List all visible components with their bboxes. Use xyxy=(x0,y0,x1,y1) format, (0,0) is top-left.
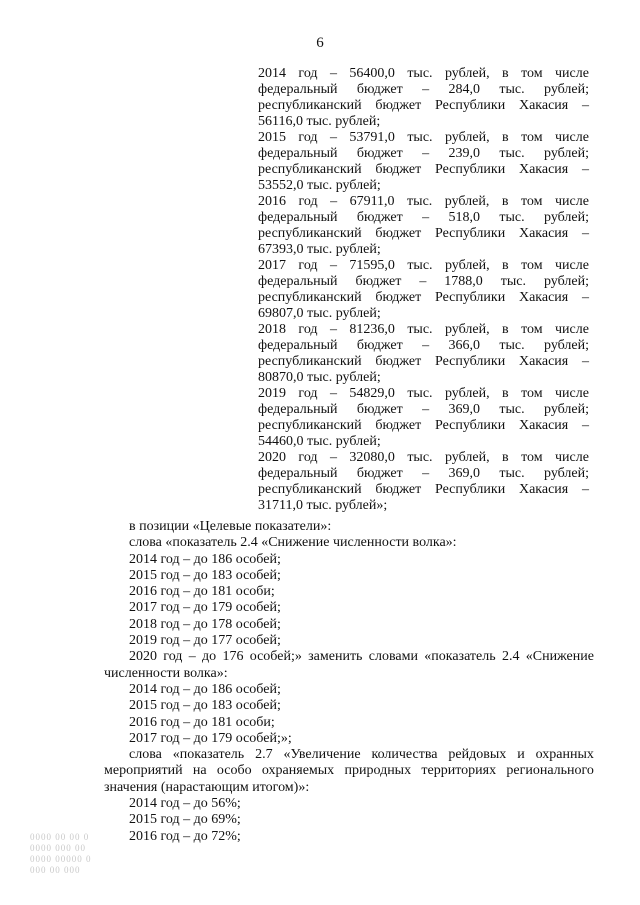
replace-line: численности волка»: xyxy=(104,665,228,681)
budget-line: 69807,0 тыс. рублей; xyxy=(258,306,381,321)
section-intro: в позиции «Целевые показатели»: xyxy=(129,519,332,534)
budget-line: республиканский бюджет Республики Хакасия – xyxy=(258,482,589,497)
budget-line: 54460,0 тыс. рублей; xyxy=(258,434,381,449)
old-2-4-item: 2017 год – до 179 особей; xyxy=(129,600,281,616)
budget-line: республиканский бюджет Республики Хакасия – xyxy=(258,418,589,433)
old-2-4-item: 2015 год – до 183 особей; xyxy=(129,567,281,583)
replace-line: 2020 год – до 176 особей;» заменить словами «показатель 2.4 «Снижение xyxy=(129,649,594,665)
budget-line: республиканский бюджет Республики Хакасия – xyxy=(258,226,589,241)
budget-line: республиканский бюджет Республики Хакасия – xyxy=(258,98,589,113)
item-2-7: 2014 год – до 56%; xyxy=(129,796,241,812)
budget-line: 53552,0 тыс. рублей; xyxy=(258,178,381,193)
new-2-4-item: 2014 год – до 186 особей; xyxy=(129,681,281,697)
budget-line: федеральный бюджет – 284,0 тыс. рублей; xyxy=(258,82,589,97)
budget-line: федеральный бюджет – 366,0 тыс. рублей; xyxy=(258,338,589,353)
stamp-line: 0000 00000 0 xyxy=(30,854,92,864)
budget-line: республиканский бюджет Республики Хакасия – xyxy=(258,290,589,305)
budget-line: 2015 год – 53791,0 тыс. рублей, в том числе xyxy=(258,130,589,145)
new-2-4-item: 2017 год – до 179 особей;»; xyxy=(129,730,292,746)
budget-line: 56116,0 тыс. рублей; xyxy=(258,114,381,129)
budget-line: 2018 год – 81236,0 тыс. рублей, в том числе xyxy=(258,322,589,337)
budget-line: федеральный бюджет – 369,0 тыс. рублей; xyxy=(258,402,589,417)
budget-line: 2019 год – 54829,0 тыс. рублей, в том числе xyxy=(258,386,589,401)
faint-stamp xyxy=(30,832,140,882)
budget-line: федеральный бюджет – 369,0 тыс. рублей; xyxy=(258,466,589,481)
budget-block xyxy=(258,66,589,514)
words-2-7-line: слова «показатель 2.7 «Увеличение количества рейдовых и охранных xyxy=(129,747,594,763)
words-2-7-line: мероприятий на особо охраняемых природных территориях регионального xyxy=(104,763,594,779)
budget-line: 2014 год – 56400,0 тыс. рублей, в том числе xyxy=(258,66,589,81)
stamp-line: 000 00 000 xyxy=(30,865,81,875)
old-2-4-item: 2018 год – до 178 особей; xyxy=(129,616,281,632)
stamp-line: 0000 000 00 xyxy=(30,843,86,853)
old-2-4-item: 2016 год – до 181 особи; xyxy=(129,584,275,600)
budget-line: 2016 год – 67911,0 тыс. рублей, в том числе xyxy=(258,194,589,209)
budget-line: республиканский бюджет Республики Хакасия – xyxy=(258,162,589,177)
old-2-4-item: 2014 год – до 186 особей; xyxy=(129,551,281,567)
budget-line: федеральный бюджет – 239,0 тыс. рублей; xyxy=(258,146,589,161)
item-2-7: 2016 год – до 72%; xyxy=(129,828,241,844)
budget-line: федеральный бюджет – 1788,0 тыс. рублей; xyxy=(258,274,589,289)
page-number: 6 xyxy=(316,35,324,51)
words-2-4: слова «показатель 2.4 «Снижение численности волка»: xyxy=(129,535,457,551)
budget-line: 31711,0 тыс. рублей»; xyxy=(258,498,388,513)
budget-line: 2017 год – 71595,0 тыс. рублей, в том числе xyxy=(258,258,589,273)
budget-line: республиканский бюджет Республики Хакасия – xyxy=(258,354,589,369)
budget-line: федеральный бюджет – 518,0 тыс. рублей; xyxy=(258,210,589,225)
budget-line: 80870,0 тыс. рублей; xyxy=(258,370,381,385)
amendment-text xyxy=(104,519,594,845)
old-2-4-item: 2019 год – до 177 особей; xyxy=(129,633,281,649)
new-2-4-item: 2016 год – до 181 особи; xyxy=(129,714,275,730)
budget-line: 2020 год – 32080,0 тыс. рублей, в том числе xyxy=(258,450,589,465)
words-2-7-line: значения (нарастающим итогом)»: xyxy=(104,779,310,795)
budget-line: 67393,0 тыс. рублей; xyxy=(258,242,381,257)
stamp-line: 0000 00 00 0 xyxy=(30,832,90,842)
item-2-7: 2015 год – до 69%; xyxy=(129,812,241,828)
new-2-4-item: 2015 год – до 183 особей; xyxy=(129,698,281,714)
